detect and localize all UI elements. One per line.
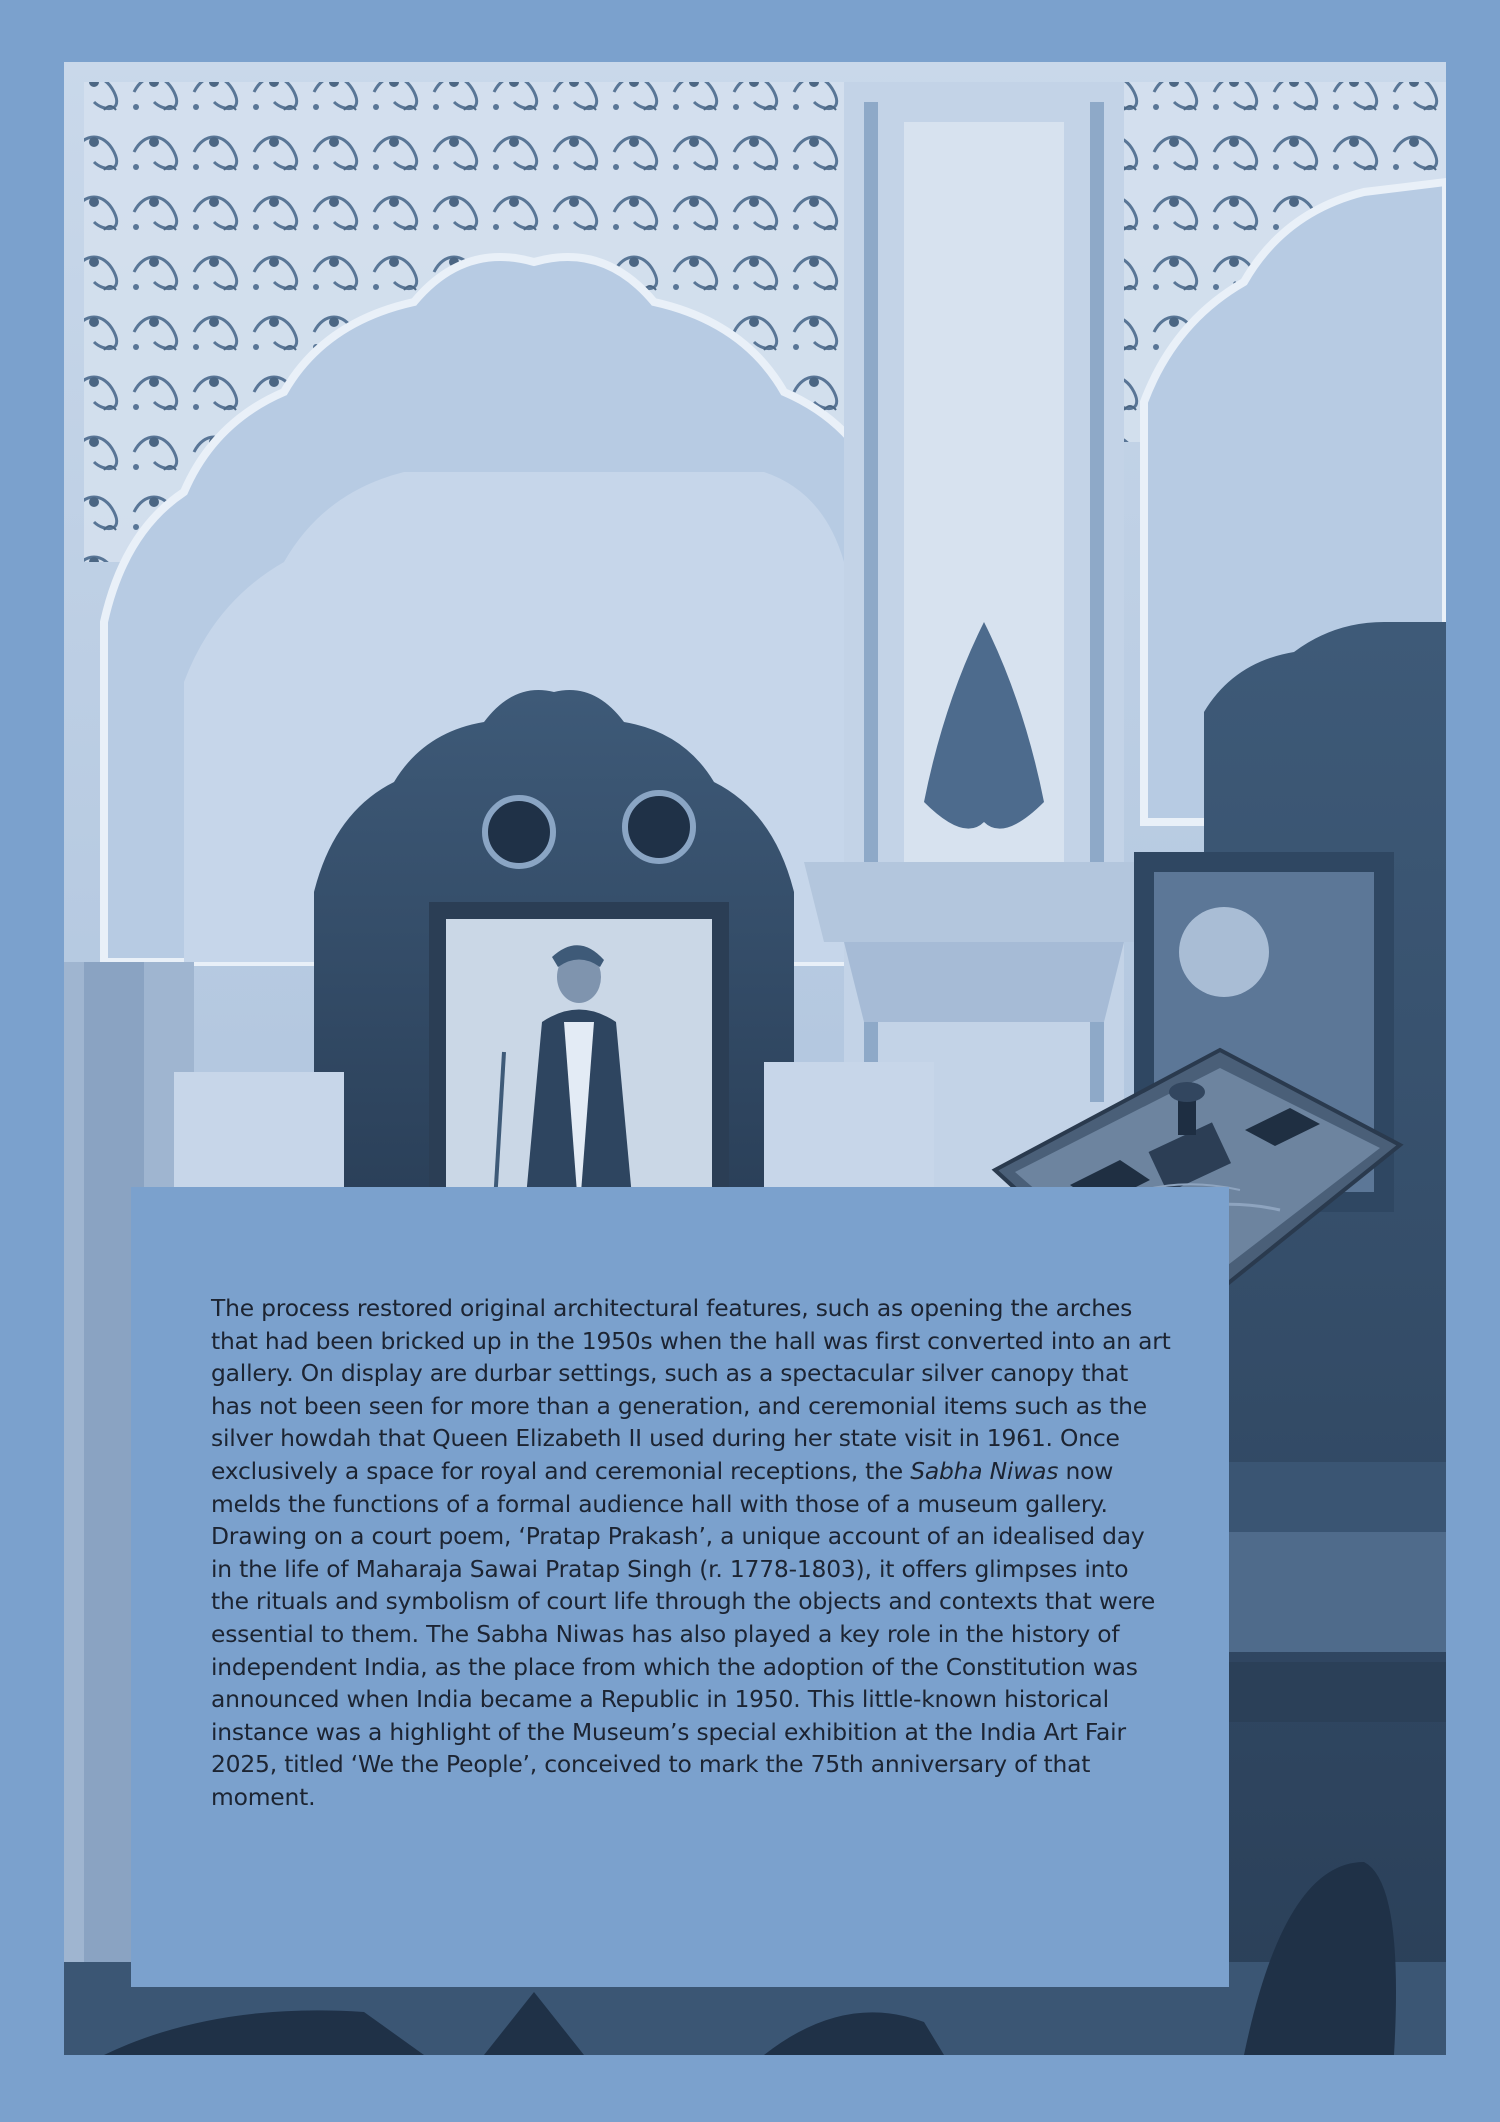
article-text-part-2: now melds the functions of a formal audience hall with those of a museum gallery. Drawing on a court poem, ‘Pratap Prakash’, a unique account of an idealised day in the life of Maharaja Sawai Pratap Singh (r. 1778-1803), it offers glimpses into the rituals and symbolism of court life through the objects and contexts that were essential to them. The Sabha Niwas has also played a key role in the history of independent India, as the place from which the adoption of the Constitution was announced when India became a Republic in 1950. This little-known historical instance was a highlight of the Museum’s special exhibition at the India Art Fair 2025, titled ‘We the People’, conceived to mark the 75th anniversary of that moment. (211, 1456, 1156, 1811)
text-panel (131, 1187, 1229, 1987)
article-italic-sabha-niwas: Sabha Niwas (910, 1456, 1059, 1485)
article-body (211, 1292, 1171, 1814)
article-text-part-1: The process restored original architectural features, such as opening the arches that had been bricked up in the 1950s when the hall was first converted into an art gallery. On display are durbar settings, such as a spectacular silver canopy that has not been seen for more than a generation, and ceremonial items such as the silver howdah that Queen Elizabeth II used during her state visit in 1961. Once exclusively a space for royal and ceremonial receptions, the (211, 1294, 1171, 1485)
